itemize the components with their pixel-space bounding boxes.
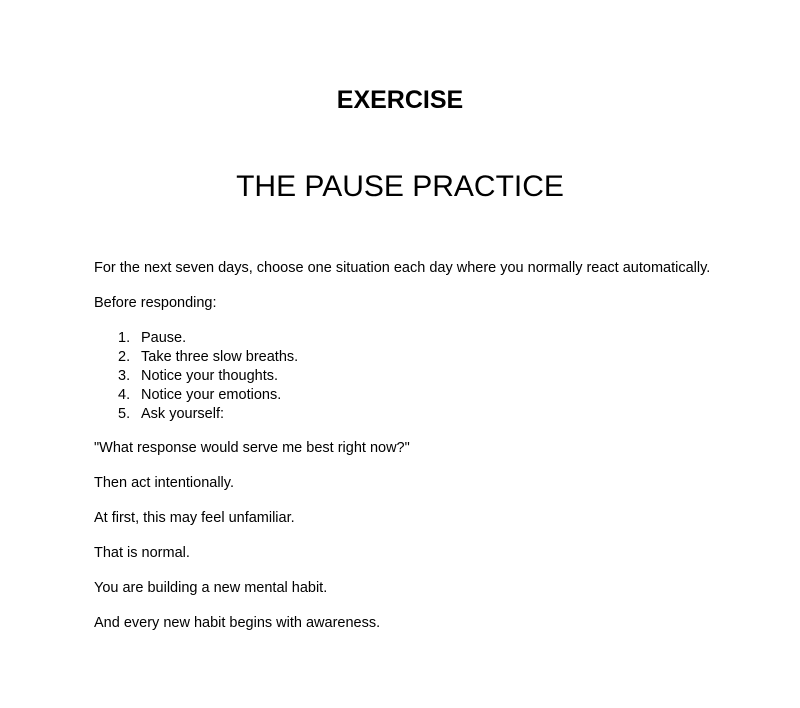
exercise-title: THE PAUSE PRACTICE: [236, 170, 564, 203]
step-number: 1.: [118, 330, 131, 346]
closing-line: You are building a new mental habit.: [94, 580, 328, 596]
closing-line: Then act intentionally.: [94, 475, 234, 491]
step-text: Notice your emotions.: [141, 387, 282, 403]
step-number: 2.: [118, 349, 131, 365]
closing-line: And every new habit begins with awareness.: [94, 615, 381, 631]
step-number: 3.: [118, 368, 131, 384]
step-item: [94, 405, 774, 424]
closing-line: That is normal.: [94, 545, 190, 561]
step-item: [94, 329, 774, 348]
step-item: [94, 348, 774, 367]
guiding-question: "What response would serve me best right now?": [94, 440, 410, 456]
step-number: 4.: [118, 387, 131, 403]
before-responding-label: Before responding:: [94, 295, 217, 311]
step-text: Notice your thoughts.: [141, 368, 279, 384]
exercise-body: [94, 259, 774, 649]
step-text: Ask yourself:: [141, 406, 224, 422]
step-text: Take three slow breaths.: [141, 349, 299, 365]
intro-paragraph: For the next seven days, choose one situation each day where you normally react automatically.: [94, 260, 711, 276]
step-number: 5.: [118, 406, 131, 422]
section-heading: EXERCISE: [336, 86, 464, 114]
steps-list: [94, 329, 774, 424]
step-item: [94, 367, 774, 386]
step-text: Pause.: [141, 330, 187, 346]
step-item: [94, 386, 774, 405]
closing-line: At first, this may feel unfamiliar.: [94, 510, 295, 526]
